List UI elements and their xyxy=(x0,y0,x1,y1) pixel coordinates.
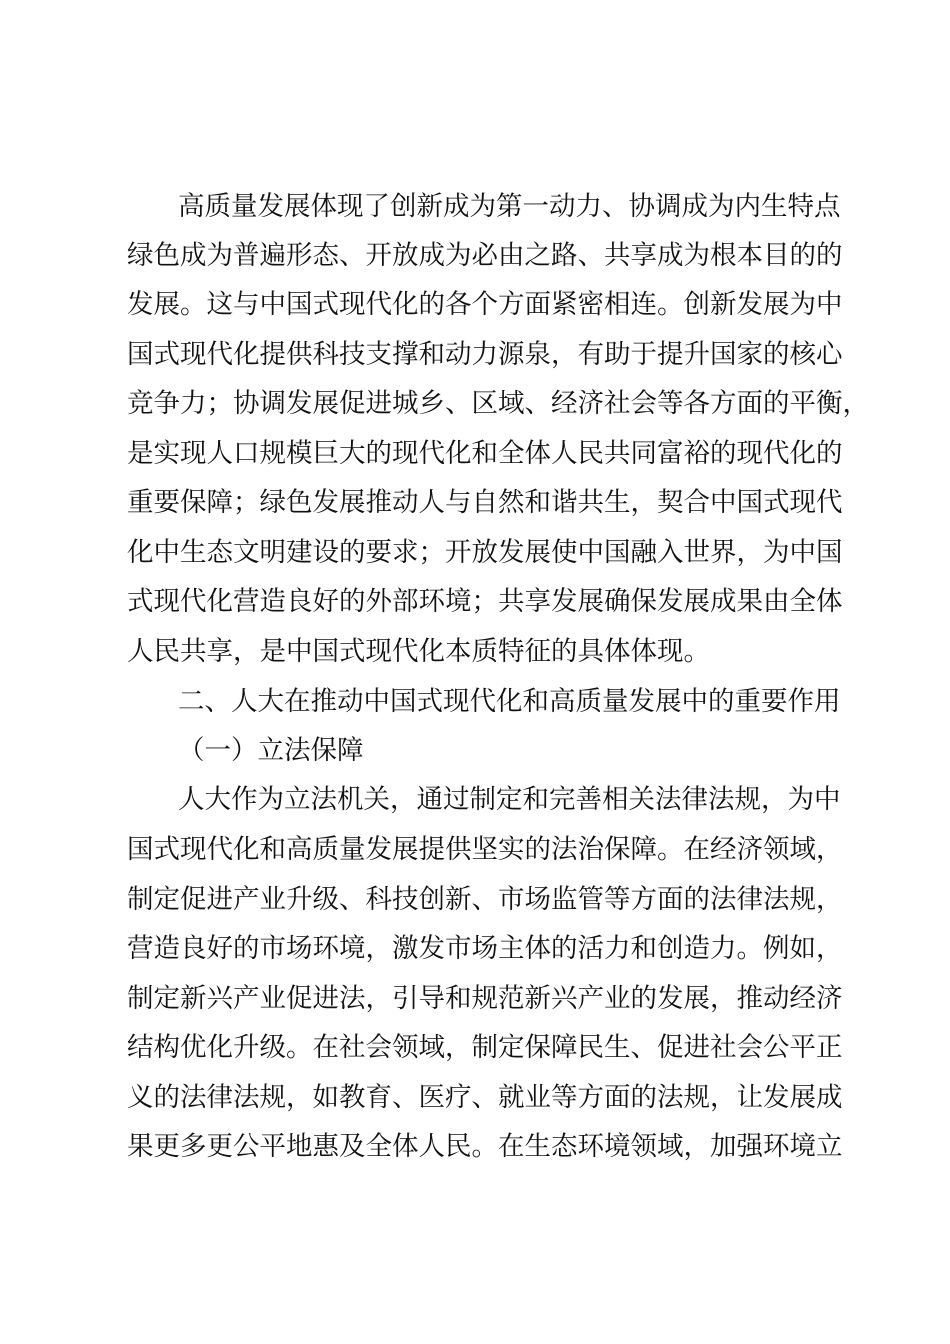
paragraph-line: 结构优化升级。在社会领域，制定保障民生、促进社会公平正 xyxy=(127,1032,843,1063)
paragraph-line: 人大作为立法机关，通过制定和完善相关法律法规，为中 xyxy=(178,784,841,815)
paragraph-line: 重要保障；绿色发展推动人与自然和谐共生，契合中国式现代 xyxy=(127,487,843,518)
paragraph-line: 国式现代化提供科技支撑和动力源泉，有助于提升国家的核心 xyxy=(127,339,843,370)
paragraph-line: 国式现代化和高质量发展提供坚实的法治保障。在经济领域， xyxy=(127,834,843,865)
paragraph-line: 营造良好的市场环境，激发市场主体的活力和创造力。例如， xyxy=(127,933,843,964)
paragraph-line: 发展。这与中国式现代化的各个方面紧密相连。创新发展为中 xyxy=(127,289,843,320)
paragraph-line: 化中生态文明建设的要求；开放发展使中国融入世界，为中国 xyxy=(127,537,843,568)
paragraph-line: 人民共享，是中国式现代化本质特征的具体体现。 xyxy=(127,636,710,667)
paragraph-line: 义的法律法规，如教育、医疗、就业等方面的法规，让发展成 xyxy=(127,1082,843,1113)
paragraph-line: 制定促进产业升级、科技创新、市场监管等方面的法律法规， xyxy=(127,884,843,915)
paragraph-line: 绿色成为普遍形态、开放成为必由之路、共享成为根本目的的 xyxy=(127,240,843,271)
subsection-heading: （一）立法保障 xyxy=(178,735,364,766)
section-heading: 二、人大在推动中国式现代化和高质量发展中的重要作用 xyxy=(178,686,841,717)
paragraph-line: 竞争力；协调发展促进城乡、区域、经济社会等各方面的平衡， xyxy=(127,388,869,419)
paragraph-line: 是实现人口规模巨大的现代化和全体人民共同富裕的现代化的 xyxy=(127,438,843,469)
paragraph-line: 果更多更公平地惠及全体人民。在生态环境领域，加强环境立 xyxy=(127,1131,843,1162)
paragraph-line: 制定新兴产业促进法，引导和规范新兴产业的发展，推动经济 xyxy=(127,983,843,1014)
paragraph-line: 式现代化营造良好的外部环境；共享发展确保发展成果由全体 xyxy=(127,586,843,617)
paragraph-line: 高质量发展体现了创新成为第一动力、协调成为内生特点 xyxy=(178,191,841,222)
